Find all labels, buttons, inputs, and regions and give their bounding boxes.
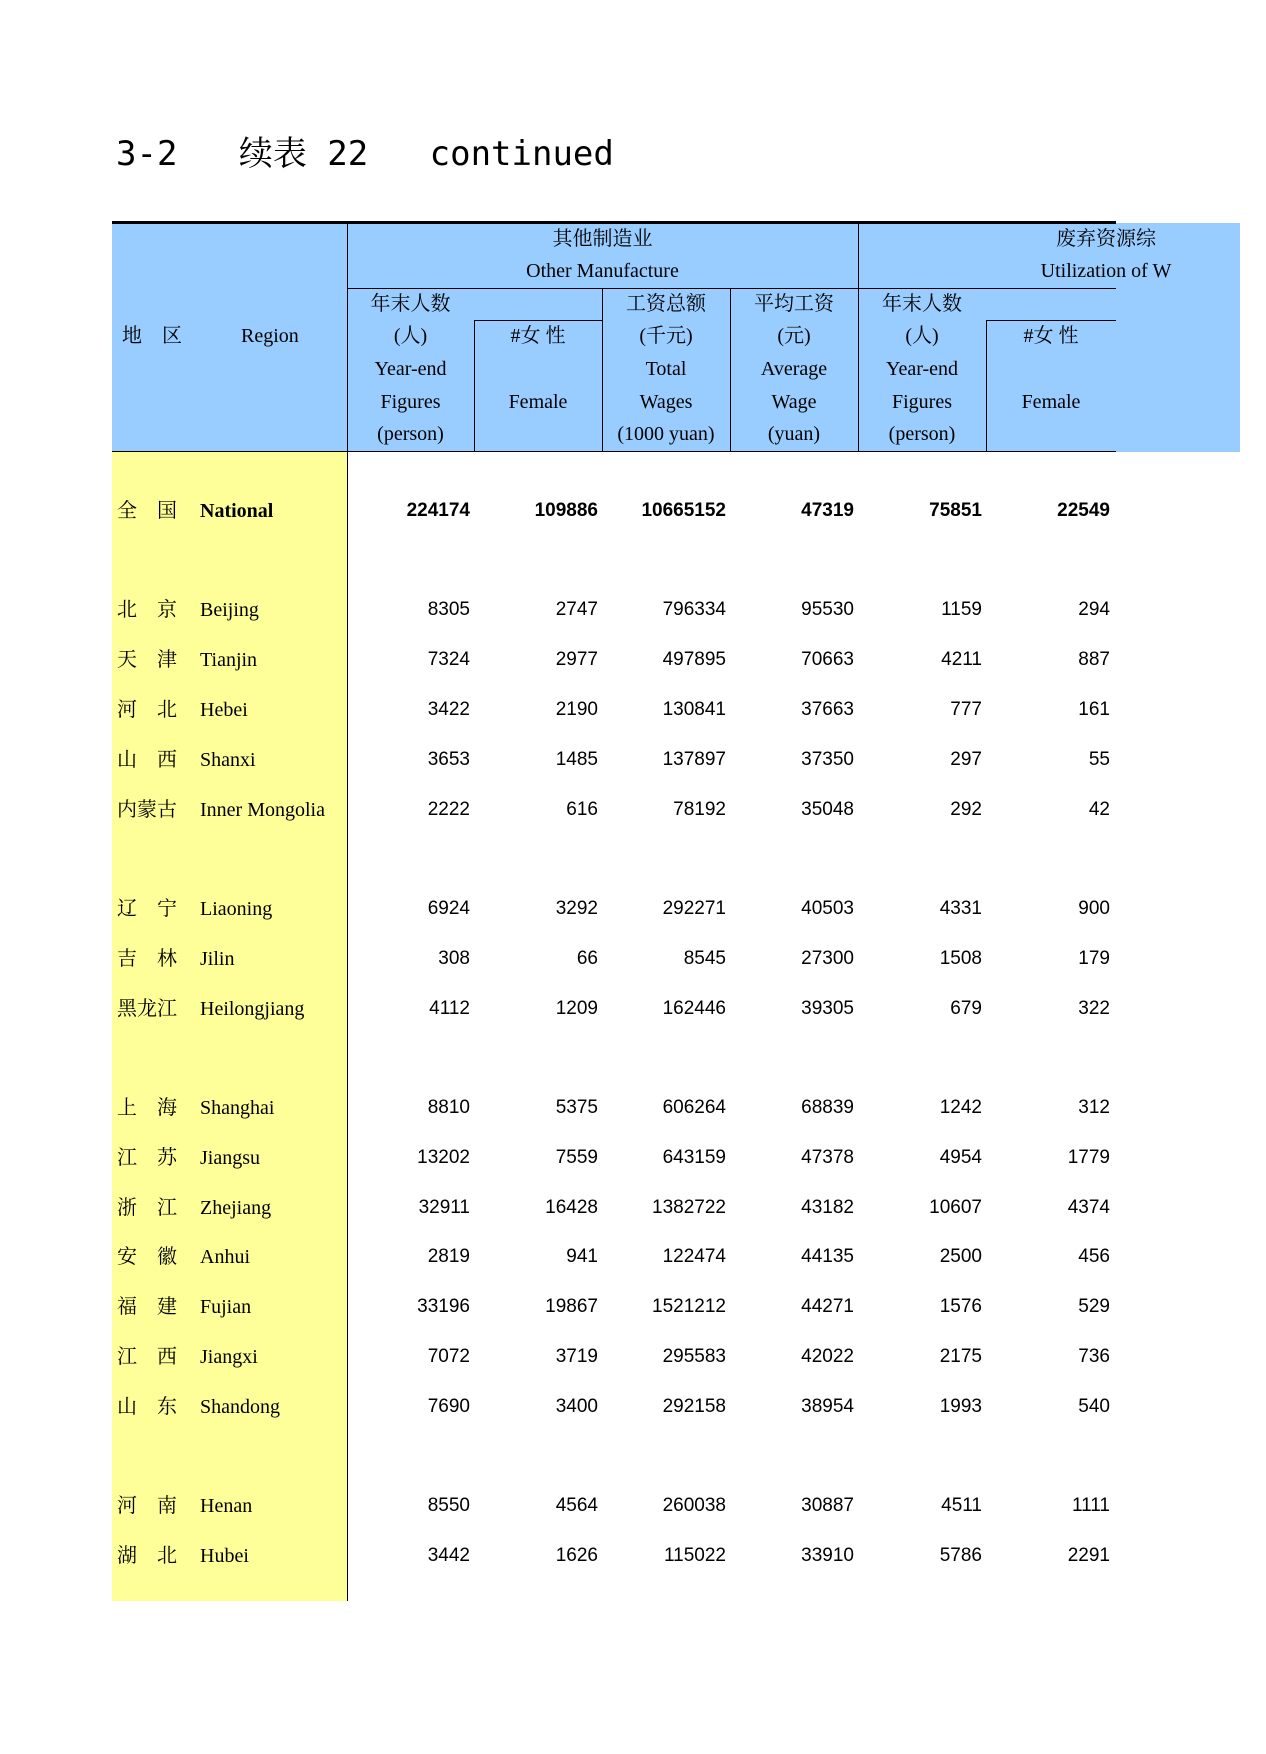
table-cell: 4954	[939, 1147, 982, 1168]
table-cell: 2222	[427, 799, 470, 820]
table-cell: 39305	[801, 998, 854, 1019]
region-name-en: Shanxi	[200, 749, 256, 771]
table-cell: 2747	[555, 599, 598, 620]
table-cell: 55	[1088, 749, 1110, 770]
table-cell: 1521212	[652, 1296, 726, 1317]
region-name-cn: 山 东	[117, 1396, 177, 1418]
region-name-cn: 山 西	[117, 749, 177, 771]
table-cell: 3422	[427, 699, 470, 720]
table-cell: 130841	[662, 699, 726, 720]
region-header-cn: 地 区	[122, 325, 182, 347]
region-name-en: Hubei	[200, 1545, 249, 1567]
table-cell: 7072	[427, 1346, 470, 1367]
table-cell: 294	[1078, 599, 1110, 620]
region-name-cn: 河 南	[117, 1495, 177, 1517]
table-cell: 10607	[929, 1197, 982, 1218]
region-name-en: Zhejiang	[200, 1197, 272, 1219]
table-cell: 4511	[941, 1495, 982, 1516]
region-name-en: Heilongjiang	[200, 998, 305, 1020]
group2-header-en: Utilization of W	[1040, 260, 1172, 282]
page-title: 3-2 续表 22 continued	[116, 134, 614, 174]
table-cell: 47319	[801, 500, 854, 521]
table-cell: 78192	[673, 799, 726, 820]
table-cell: 456	[1078, 1246, 1110, 1267]
table-cell: 295583	[662, 1346, 726, 1367]
region-name-cn: 浙 江	[117, 1197, 177, 1219]
table-cell: 27300	[801, 948, 854, 969]
table-cell: 616	[566, 799, 598, 820]
table-cell: 38954	[801, 1396, 854, 1417]
table-cell: 3400	[555, 1396, 598, 1417]
table-cell: 3442	[427, 1545, 470, 1566]
table-cell: 2175	[939, 1346, 982, 1367]
region-header-en: Region	[241, 325, 299, 347]
table-cell: 162446	[662, 998, 726, 1019]
table-cell: 606264	[662, 1097, 726, 1118]
table-cell: 497895	[662, 649, 726, 670]
table-cell: 47378	[801, 1147, 854, 1168]
table-cell: 5375	[555, 1097, 598, 1118]
table-cell: 322	[1078, 998, 1110, 1019]
region-name-cn: 内蒙古	[117, 799, 177, 821]
region-name-cn: 天 津	[117, 649, 177, 671]
table-cell: 4564	[555, 1495, 598, 1516]
region-name-en: Anhui	[200, 1246, 250, 1268]
table-cell: 4112	[429, 998, 470, 1019]
table-cell: 1485	[555, 749, 598, 770]
table-cell: 312	[1078, 1097, 1110, 1118]
table-cell: 900	[1078, 898, 1110, 919]
table-cell: 37663	[801, 699, 854, 720]
region-name-en: Liaoning	[200, 898, 273, 920]
table-cell: 2190	[555, 699, 598, 720]
table-cell: 1993	[939, 1396, 982, 1417]
region-name-en: Henan	[200, 1495, 253, 1517]
table-cell: 4374	[1067, 1197, 1110, 1218]
table-cell: 43182	[801, 1197, 854, 1218]
table-cell: 33196	[417, 1296, 470, 1317]
region-name-cn: 全 国	[117, 500, 177, 522]
table-cell: 44135	[801, 1246, 854, 1267]
group1-header-cn: 其他制造业	[552, 228, 653, 250]
table-cell: 292271	[662, 898, 726, 919]
group1-header-en: Other Manufacture	[526, 260, 679, 282]
table-cell: 1242	[939, 1097, 982, 1118]
region-name-cn: 湖 北	[117, 1545, 177, 1567]
region-name-en: Inner Mongolia	[200, 799, 325, 821]
table-cell: 115022	[664, 1545, 726, 1566]
table-cell: 68839	[801, 1097, 854, 1118]
table-cell: 5786	[939, 1545, 982, 1566]
table-cell: 2500	[939, 1246, 982, 1267]
table-cell: 8810	[427, 1097, 470, 1118]
header-bottom-rule	[112, 451, 1116, 452]
table-cell: 297	[950, 749, 982, 770]
table-cell: 7690	[427, 1396, 470, 1417]
table-cell: 1779	[1067, 1147, 1110, 1168]
table-cell: 122474	[662, 1246, 726, 1267]
table-cell: 224174	[406, 500, 470, 521]
table-cell: 37350	[801, 749, 854, 770]
table-cell: 2291	[1067, 1545, 1110, 1566]
table-cell: 3719	[555, 1346, 598, 1367]
region-name-cn: 辽 宁	[117, 898, 177, 920]
table-cell: 8545	[683, 948, 726, 969]
table-cell: 941	[566, 1246, 598, 1267]
region-name-en: Fujian	[200, 1296, 252, 1318]
group2-header	[858, 223, 1172, 289]
table-cell: 70663	[801, 649, 854, 670]
region-name-cn: 黑龙江	[117, 998, 177, 1020]
region-name-cn: 吉 林	[117, 948, 177, 970]
table-cell: 137897	[662, 749, 726, 770]
table-cell: 777	[950, 699, 982, 720]
table-cell: 2819	[427, 1246, 470, 1267]
table-cell: 540	[1078, 1396, 1110, 1417]
table-cell: 4211	[941, 649, 982, 670]
region-name-en: Jilin	[200, 948, 235, 970]
table-cell: 44271	[801, 1296, 854, 1317]
table-cell: 8305	[427, 599, 470, 620]
region-name-en: Shandong	[200, 1396, 280, 1418]
region-name-cn: 江 西	[117, 1346, 177, 1368]
table-cell: 1626	[555, 1545, 598, 1566]
table-cell: 109886	[534, 500, 598, 521]
table-cell: 4331	[939, 898, 982, 919]
region-name-cn: 安 徽	[117, 1246, 177, 1268]
table-cell: 1382722	[652, 1197, 726, 1218]
table-cell: 35048	[801, 799, 854, 820]
table-cell: 679	[950, 998, 982, 1019]
table-cell: 3292	[555, 898, 598, 919]
table-cell: 22549	[1057, 500, 1110, 521]
table-cell: 292	[950, 799, 982, 820]
table-cell: 7324	[427, 649, 470, 670]
table-cell: 796334	[662, 599, 726, 620]
region-name-en: Tianjin	[200, 649, 258, 671]
table-cell: 161	[1078, 699, 1110, 720]
table-cell: 75851	[929, 500, 982, 521]
table-cell: 887	[1078, 649, 1110, 670]
table-cell: 6924	[427, 898, 470, 919]
table-cell: 33910	[801, 1545, 854, 1566]
table-cell: 32911	[418, 1197, 470, 1218]
region-name-en: Jiangsu	[200, 1147, 260, 1169]
region-name-en: Hebei	[200, 699, 248, 721]
table-cell: 8550	[427, 1495, 470, 1516]
table-cell: 40503	[801, 898, 854, 919]
table-cell: 95530	[801, 599, 854, 620]
region-name-en: Beijing	[200, 599, 259, 621]
table-cell: 260038	[662, 1495, 726, 1516]
table-cell: 42022	[801, 1346, 854, 1367]
table-cell: 292158	[662, 1396, 726, 1417]
region-name-cn: 河 北	[117, 699, 177, 721]
table-cell: 179	[1078, 948, 1110, 969]
table-cell: 42	[1088, 799, 1110, 820]
region-name-cn: 北 京	[117, 599, 177, 621]
table-cell: 1111	[1071, 1495, 1110, 1516]
table-cell: 1576	[939, 1296, 982, 1317]
table-cell: 308	[438, 948, 470, 969]
table-cell: 10665152	[641, 500, 726, 521]
region-name-cn: 福 建	[117, 1296, 177, 1318]
table-cell: 643159	[662, 1147, 726, 1168]
table-cell: 1209	[555, 998, 598, 1019]
table-cell: 7559	[555, 1147, 598, 1168]
table-cell: 529	[1078, 1296, 1110, 1317]
table-cell: 16428	[545, 1197, 598, 1218]
table-cell: 66	[576, 948, 598, 969]
table-cell: 3653	[427, 749, 470, 770]
table-cell: 736	[1078, 1346, 1110, 1367]
table-cell: 1159	[941, 599, 982, 620]
region-name-en: Jiangxi	[200, 1346, 258, 1368]
table-cell: 19867	[545, 1296, 598, 1317]
group2-header-cn: 废弃资源综	[1056, 228, 1156, 250]
table-cell: 30887	[801, 1495, 854, 1516]
region-name-en: Shanghai	[200, 1097, 275, 1119]
table-cell: 1508	[939, 948, 982, 969]
region-name-cn: 上 海	[117, 1097, 177, 1119]
region-name-en: National	[200, 500, 274, 522]
table-cell: 2977	[555, 649, 598, 670]
region-name-cn: 江 苏	[117, 1147, 177, 1169]
table-cell: 13202	[417, 1147, 470, 1168]
